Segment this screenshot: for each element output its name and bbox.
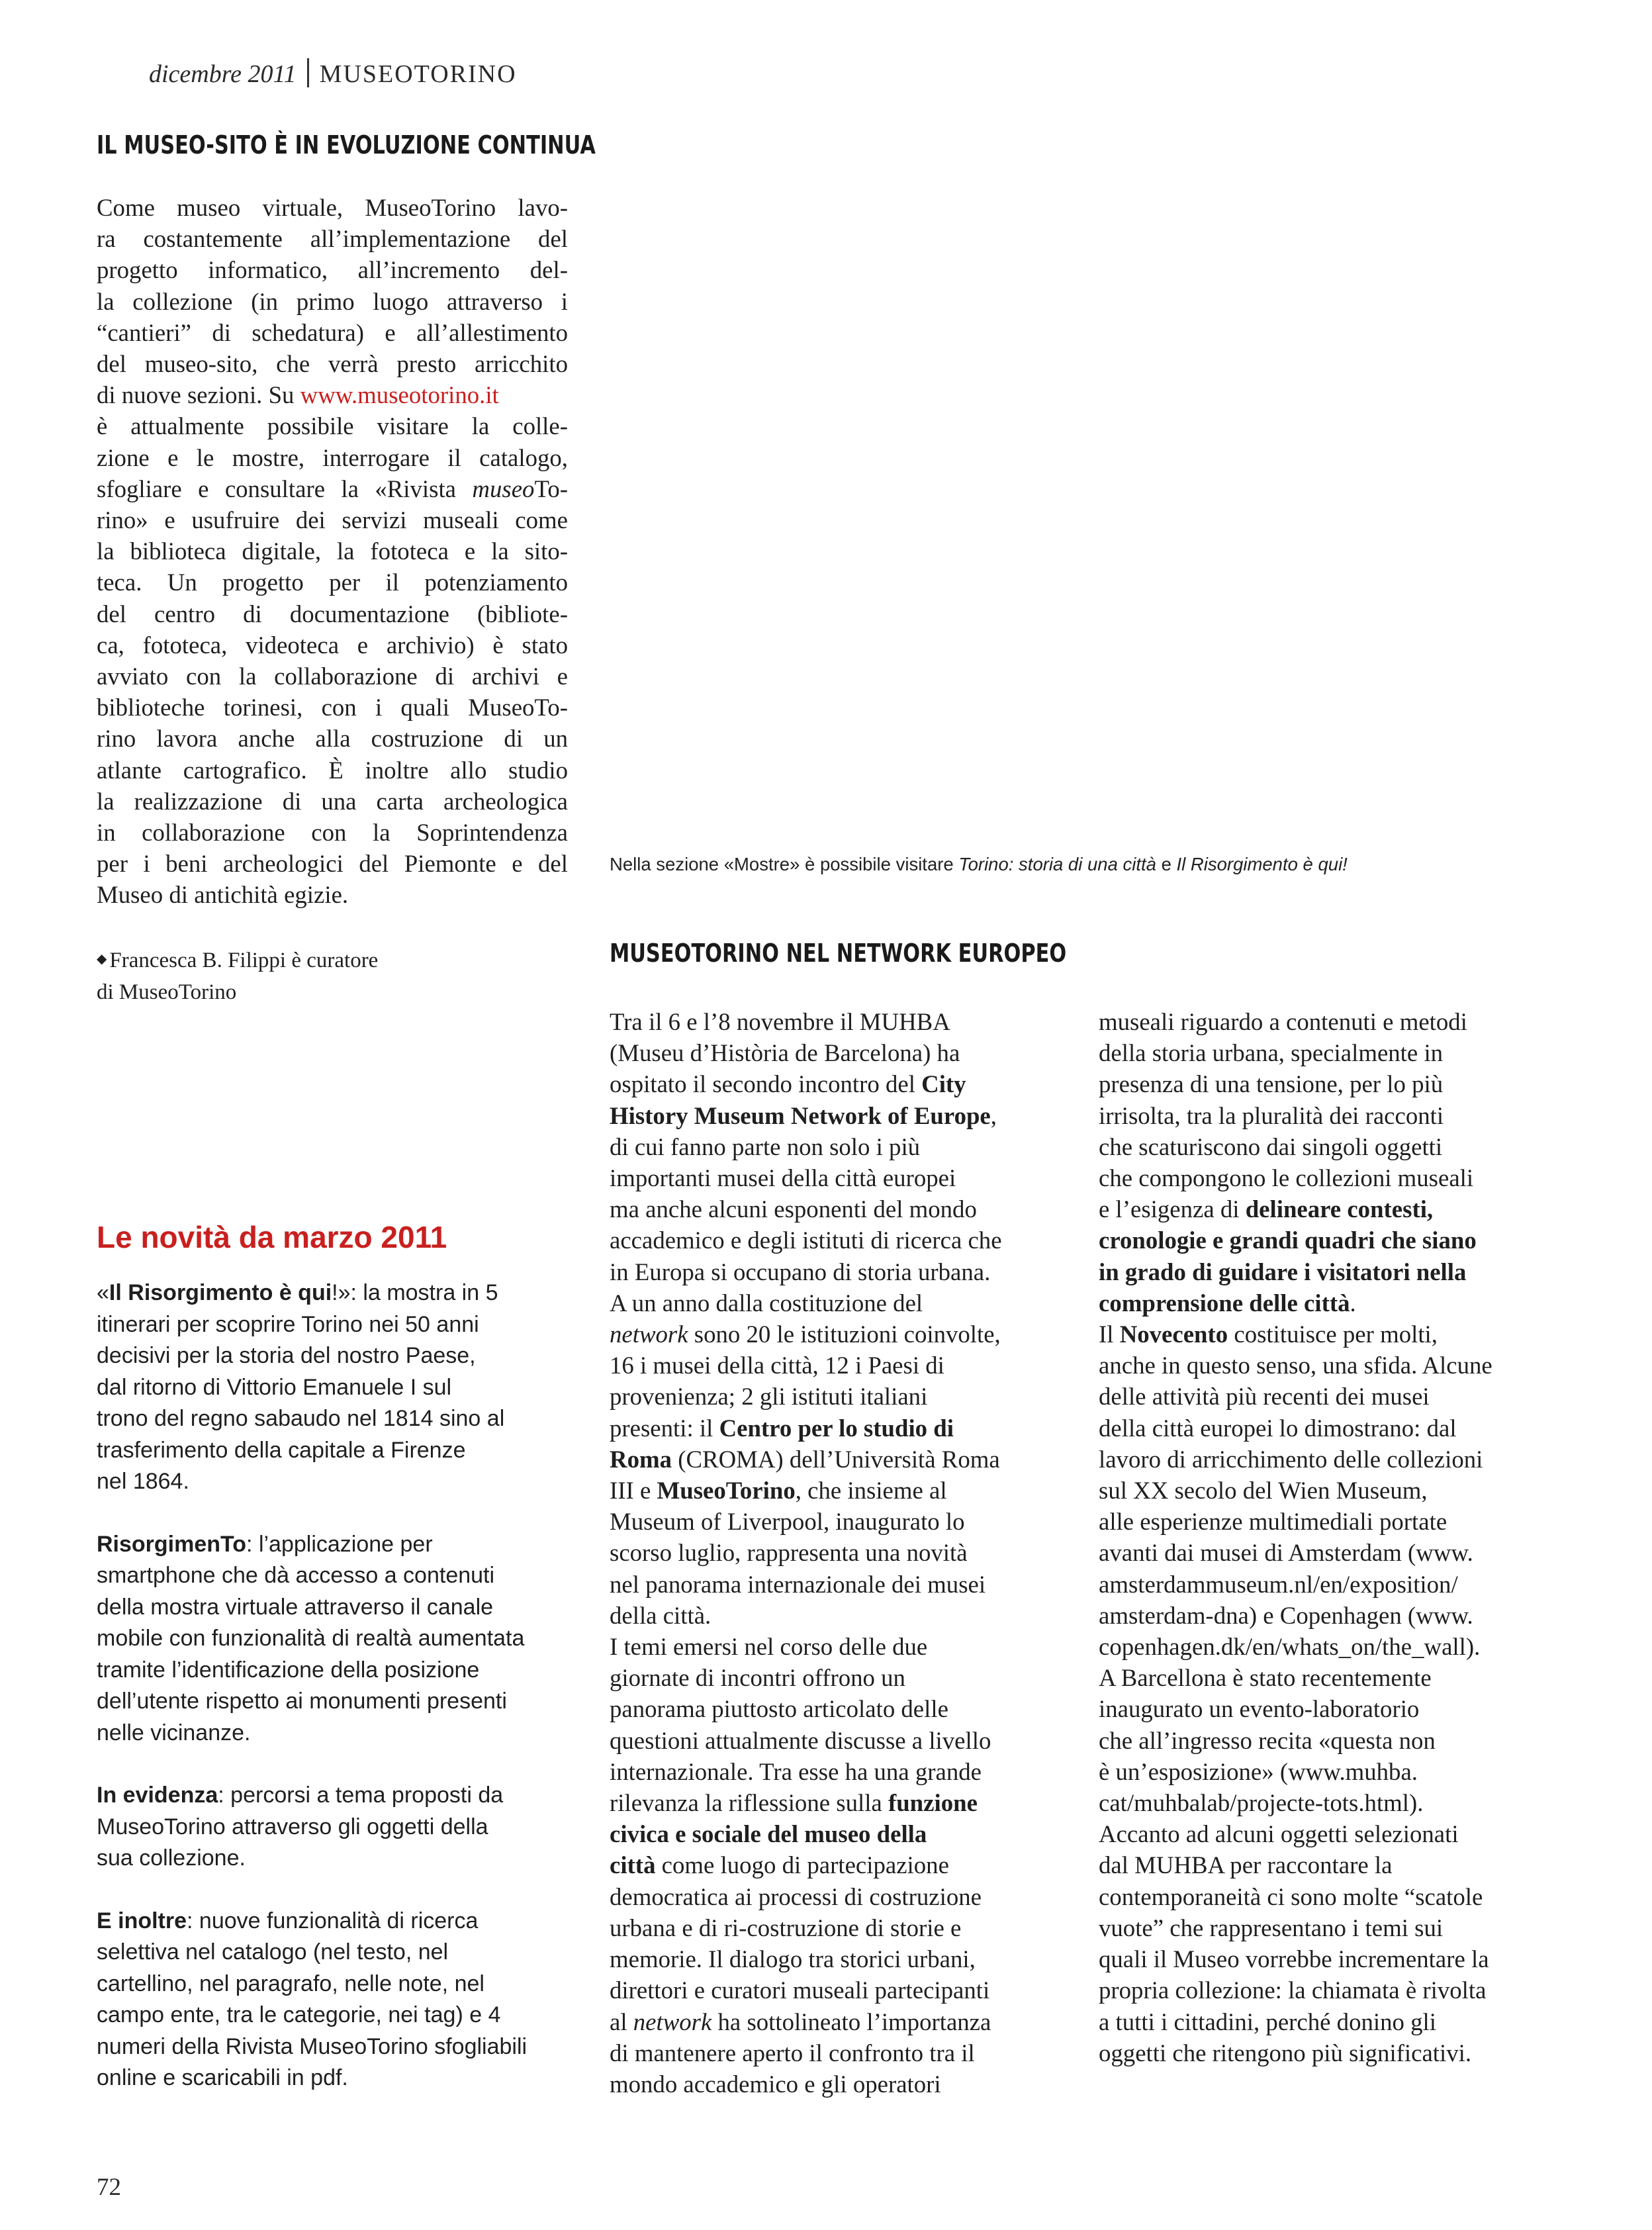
news-line: cartellino, nel paragrafo, nelle note, nel xyxy=(97,1971,484,1996)
body-line: ma anche alcuni esponenti del mondo xyxy=(610,1195,977,1223)
news-title: Le novità da marzo 2011 xyxy=(97,1220,447,1254)
body-text: , xyxy=(990,1101,997,1129)
news-text: : percorsi a tema proposti da xyxy=(218,1783,504,1808)
news-line xyxy=(97,1278,568,1309)
section-heading-network-europeo: MUSEOTORINO NEL NETWORK EUROPEO xyxy=(610,939,1067,968)
body-line: museali riguardo a contenuti e metodi xyxy=(1099,1008,1467,1035)
caption-italic: Torino: storia di una città xyxy=(958,854,1156,874)
body-line: A Barcellona è stato recentemente xyxy=(1099,1664,1432,1692)
author-note xyxy=(97,943,494,1008)
body-line: progetto informatico, all’incremento del- xyxy=(97,256,568,284)
news-line: MuseoTorino attraverso gli oggetti della xyxy=(97,1814,488,1839)
body-line: che all’ingresso recita «questa non xyxy=(1099,1726,1436,1754)
body-line: è un’esposizione» (www.muhba. xyxy=(1099,1757,1418,1785)
news-line: numeri della Rivista MuseoTorino sfogliabili xyxy=(97,2033,528,2059)
news-text: !»: la mostra in 5 xyxy=(332,1280,498,1305)
news-line: dal ritorno di Vittorio Emanuele I sul xyxy=(97,1374,452,1400)
body-text: presenti: il xyxy=(610,1414,719,1442)
running-header xyxy=(149,58,517,89)
body-italic: network xyxy=(633,2008,712,2035)
body-line xyxy=(97,473,568,504)
image-caption xyxy=(610,854,1348,875)
body-line: per i beni archeologici del Piemonte e del xyxy=(97,850,568,878)
body-line: irrisolta, tra la pluralità dei racconti xyxy=(1099,1101,1444,1129)
body-bold: città xyxy=(610,1851,656,1879)
body-line: urbana e di ri-costruzione di storie e xyxy=(610,1914,962,1941)
body-line: avviato con la collaborazione di archivi e xyxy=(97,663,568,690)
body-line: è attualmente possibile visitare la colle- xyxy=(97,412,568,440)
body-line xyxy=(1099,1287,1562,1319)
body-line: della città. xyxy=(610,1601,711,1629)
body-italic: museo xyxy=(472,475,535,502)
body-line: della città europei lo dimostrano: dal xyxy=(1099,1414,1457,1442)
body-bold: Centro per lo studio di xyxy=(719,1414,954,1442)
body-line: inaugurato un evento-laboratorio xyxy=(1099,1695,1420,1723)
body-line: biblioteche torinesi, con i quali MuseoTo- xyxy=(97,694,568,721)
body-line: zione e le mostre, interrogare il catalogo, xyxy=(97,443,568,471)
body-line: amsterdammuseum.nl/en/exposition/ xyxy=(1099,1570,1458,1598)
body-line: “cantieri” di schedatura) e all’allestimento xyxy=(97,318,568,346)
body-line xyxy=(1099,1225,1562,1256)
body-line xyxy=(610,2006,1079,2037)
body-line: ca, fototeca, videoteca e archivio) è stato xyxy=(97,631,568,659)
body-text: al xyxy=(610,2008,633,2035)
news-lead: E inoltre xyxy=(97,1908,187,1933)
body-line xyxy=(610,1787,1079,1818)
news-line: sua collezione. xyxy=(97,1845,246,1871)
news-lead: Il Risorgimento è qui xyxy=(109,1280,332,1305)
body-line: (Museu d’Història de Barcelona) ha xyxy=(610,1039,960,1067)
body-line: atlante cartografico. È inoltre allo studio xyxy=(97,756,568,784)
news-line: trasferimento della capitale a Firenze xyxy=(97,1437,466,1463)
news-lead: RisorgimenTo xyxy=(97,1531,247,1557)
body-line: a tutti i cittadini, perché donino gli xyxy=(1099,2008,1436,2035)
body-line: rino lavora anche alla costruzione di un xyxy=(97,725,568,753)
body-line: che compongono le collezioni museali xyxy=(1099,1164,1474,1192)
body-line: Museo di antichità egizie. xyxy=(97,881,349,909)
body-bold: Novecento xyxy=(1119,1321,1228,1348)
header-date: dicembre 2011 xyxy=(149,60,297,88)
body-line: lavoro di arricchimento delle collezioni xyxy=(1099,1445,1483,1473)
body-text: ha sottolineato l’importanza xyxy=(711,2008,991,2035)
body-text: III e xyxy=(610,1477,657,1505)
body-line: in Europa si occupano di storia urbana. xyxy=(610,1258,991,1285)
caption-italic: Il Risorgimento è qui! xyxy=(1176,854,1348,874)
body-line: questioni attualmente discusse a livello xyxy=(610,1726,991,1754)
news-line: della mostra virtuale attraverso il canale xyxy=(97,1594,494,1620)
body-line: del centro di documentazione (bibliote- xyxy=(97,600,568,627)
body-line: nel panorama internazionale dei musei xyxy=(610,1570,986,1598)
body-text: di nuove sezioni. Su xyxy=(97,381,295,409)
body-line: avanti dai musei di Amsterdam (www. xyxy=(1099,1539,1473,1567)
body-text: come luogo di partecipazione xyxy=(655,1851,949,1879)
body-bold: MuseoTorino xyxy=(657,1477,796,1505)
body-text: sfogliare e consultare la «Rivista xyxy=(97,475,473,502)
body-text: e l’esigenza di xyxy=(1099,1195,1246,1223)
network-column-left xyxy=(610,1006,1079,2100)
body-line: teca. Un progetto per il potenziamento xyxy=(97,569,568,596)
news-item-risorgimento xyxy=(97,1278,568,1498)
body-line: anche in questo senso, una sfida. Alcune xyxy=(1099,1352,1492,1379)
news-line: selettiva nel catalogo (nel testo, nel xyxy=(97,1939,449,1965)
body-bold: City xyxy=(921,1070,966,1098)
body-line: amsterdam-dna) e Copenhagen (www. xyxy=(1099,1601,1473,1629)
body-line: direttori e curatori museali partecipanti xyxy=(610,1976,990,2004)
body-line: in collaborazione con la Soprintendenza xyxy=(97,819,568,847)
body-line: copenhagen.dk/en/whats_on/the_wall). xyxy=(1099,1633,1481,1661)
body-line xyxy=(610,1413,1079,1444)
body-line: memorie. Il dialogo tra storici urbani, xyxy=(610,1945,976,1973)
body-bold: cronologie e grandi quadri che siano xyxy=(1099,1227,1477,1254)
body-line: internazionale. Tra esse ha una grande xyxy=(610,1757,982,1785)
body-text: costituisce per molti, xyxy=(1228,1321,1438,1348)
body-line: importanti musei della città europei xyxy=(610,1164,956,1192)
section-body-museo-sito xyxy=(97,192,568,911)
body-line: di cui fanno parte non solo i più xyxy=(610,1133,921,1160)
body-line xyxy=(610,1100,1079,1131)
body-line: cat/muhbalab/projecte-tots.html). xyxy=(1099,1789,1424,1817)
news-line: mobile con funzionalità di realtà aumentata xyxy=(97,1626,525,1651)
body-text: (CROMA) dell’Università Roma xyxy=(672,1445,1000,1473)
body-line: panorama piuttosto articolato delle xyxy=(610,1695,948,1723)
body-line: che scaturiscono dai singoli oggetti xyxy=(1099,1133,1443,1160)
caption-text: e xyxy=(1156,854,1177,874)
news-line: smartphone che dà accesso a contenuti xyxy=(97,1563,495,1588)
body-line: contemporaneità ci sono molte “scatole xyxy=(1099,1882,1483,1910)
page-number: 72 xyxy=(97,2174,121,2201)
body-line: la collezione (in primo luogo attraverso i xyxy=(97,287,568,315)
header-magazine-title: MUSEOTORINO xyxy=(319,60,517,88)
body-bold: comprensione delle città xyxy=(1099,1289,1350,1317)
body-line xyxy=(1099,1193,1562,1225)
body-line: accademico e degli istituti di ricerca che xyxy=(610,1227,1002,1254)
body-line xyxy=(1099,1319,1562,1350)
museotorino-link[interactable]: www.museotorino.it xyxy=(300,381,499,409)
body-line: I temi emersi nel corso delle due xyxy=(610,1633,928,1661)
body-line: giornate di incontri offrono un xyxy=(610,1664,905,1692)
news-line xyxy=(97,1906,568,1937)
news-line: decisivi per la storia del nostro Paese, xyxy=(97,1343,476,1368)
body-line: 16 i musei della città, 12 i Paesi di xyxy=(610,1352,944,1379)
body-bold: delineare contesti, xyxy=(1245,1195,1434,1223)
body-line: della storia urbana, specialmente in xyxy=(1099,1039,1444,1067)
news-text: : nuove funzionalità di ricerca xyxy=(187,1908,479,1933)
body-line: la realizzazione di una carta archeologica xyxy=(97,787,568,815)
body-line xyxy=(97,379,568,410)
body-line: delle attività più recenti dei musei xyxy=(1099,1383,1430,1411)
news-item-e-inoltre xyxy=(97,1906,568,2094)
body-line: quali il Museo vorrebbe incrementare la xyxy=(1099,1945,1489,1973)
body-line: Come museo virtuale, MuseoTorino lavo- xyxy=(97,194,568,221)
news-item-in-evidenza xyxy=(97,1780,568,1875)
section-heading-museo-sito: IL MUSEO-SITO È IN EVOLUZIONE CONTINUA xyxy=(97,130,596,160)
news-line: nel 1864. xyxy=(97,1469,189,1494)
diamond-bullet-icon: ◆ xyxy=(97,952,107,966)
body-line xyxy=(610,1068,1079,1099)
body-line: democratica ai processi di costruzione xyxy=(610,1882,982,1910)
body-line: vuote” che rappresentano i temi sui xyxy=(1099,1914,1444,1941)
body-line: presenza di una tensione, per lo più xyxy=(1099,1070,1444,1098)
body-bold: funzione xyxy=(888,1789,978,1817)
body-line: la biblioteca digitale, la fototeca e la sito- xyxy=(97,537,568,565)
author-note-line xyxy=(97,943,494,976)
body-line: del museo-sito, che verrà presto arricchito xyxy=(97,350,568,378)
news-text: « xyxy=(97,1280,109,1305)
body-line xyxy=(610,1849,1079,1881)
network-column-right xyxy=(1099,1006,1562,2068)
body-line: Tra il 6 e l’8 novembre il MUHBA xyxy=(610,1008,950,1035)
body-line xyxy=(1099,1256,1562,1287)
news-line: campo ente, tra le categorie, nei tag) e 4 xyxy=(97,2002,501,2027)
body-line: rino» e usufruire dei servizi museali come xyxy=(97,506,568,534)
caption-text: Nella sezione «Mostre» è possibile visitare xyxy=(610,854,959,874)
body-line: sul XX secolo del Wien Museum, xyxy=(1099,1477,1428,1505)
news-line: dell’utente rispetto ai monumenti presenti xyxy=(97,1689,507,1714)
news-line: tramite l’identificazione della posizione xyxy=(97,1657,480,1683)
body-bold: civica e sociale del museo della xyxy=(610,1820,927,1848)
body-line: alle esperienze multimediali portate xyxy=(1099,1508,1447,1536)
body-line: provenienza; 2 gli istituti italiani xyxy=(610,1383,928,1411)
body-line: propria collezione: la chiamata è rivolta xyxy=(1099,1976,1487,2004)
body-text: rilevanza la riflessione sulla xyxy=(610,1789,888,1817)
body-line: mondo accademico e gli operatori xyxy=(610,2070,941,2098)
body-bold: Roma xyxy=(610,1445,672,1473)
news-line xyxy=(97,1529,568,1561)
header-divider xyxy=(307,58,309,87)
body-line: ra costantemente all’implementazione del xyxy=(97,225,568,253)
body-italic: network xyxy=(610,1321,688,1348)
news-line: nelle vicinanze. xyxy=(97,1720,251,1745)
body-line: Accanto ad alcuni oggetti selezionati xyxy=(1099,1820,1459,1848)
news-box xyxy=(97,1219,568,2125)
news-line xyxy=(97,1780,568,1812)
body-line: A un anno dalla costituzione del xyxy=(610,1289,923,1317)
news-line: online e scaricabili in pdf. xyxy=(97,2065,348,2090)
body-line: dal MUHBA per raccontare la xyxy=(1099,1851,1393,1879)
body-bold: in grado di guidare i visitatori nella xyxy=(1099,1258,1467,1285)
news-line: trono del regno sabaudo nel 1814 sino al xyxy=(97,1406,505,1431)
news-text: : l’applicazione per xyxy=(246,1531,433,1557)
body-bold: History Museum Network of Europe xyxy=(610,1101,991,1129)
news-line: itinerari per scoprire Torino nei 50 anni xyxy=(97,1311,479,1337)
body-text: Il xyxy=(1099,1321,1120,1348)
body-line: scorso luglio, rappresenta una novità xyxy=(610,1539,968,1567)
body-text: To- xyxy=(534,475,568,502)
body-line: Museum of Liverpool, inaugurato lo xyxy=(610,1508,965,1536)
author-note-text: Francesca B. Filippi è curatore xyxy=(109,949,379,972)
body-line xyxy=(610,1475,1079,1506)
news-item-risorgimento-app xyxy=(97,1529,568,1749)
body-line: oggetti che ritengono più significativi. xyxy=(1099,2039,1472,2067)
body-text: . xyxy=(1350,1289,1356,1317)
body-text: sono 20 le istituzioni coinvolte, xyxy=(688,1321,1001,1348)
body-text: ospitato il secondo incontro del xyxy=(610,1070,922,1098)
author-note-line: di MuseoTorino xyxy=(97,980,237,1004)
news-lead: In evidenza xyxy=(97,1783,218,1808)
body-line xyxy=(610,1818,1079,1849)
body-line xyxy=(610,1319,1079,1350)
body-text: , che insieme al xyxy=(795,1477,947,1505)
body-line: di mantenere aperto il confronto tra il xyxy=(610,2039,975,2067)
body-line xyxy=(610,1444,1079,1475)
